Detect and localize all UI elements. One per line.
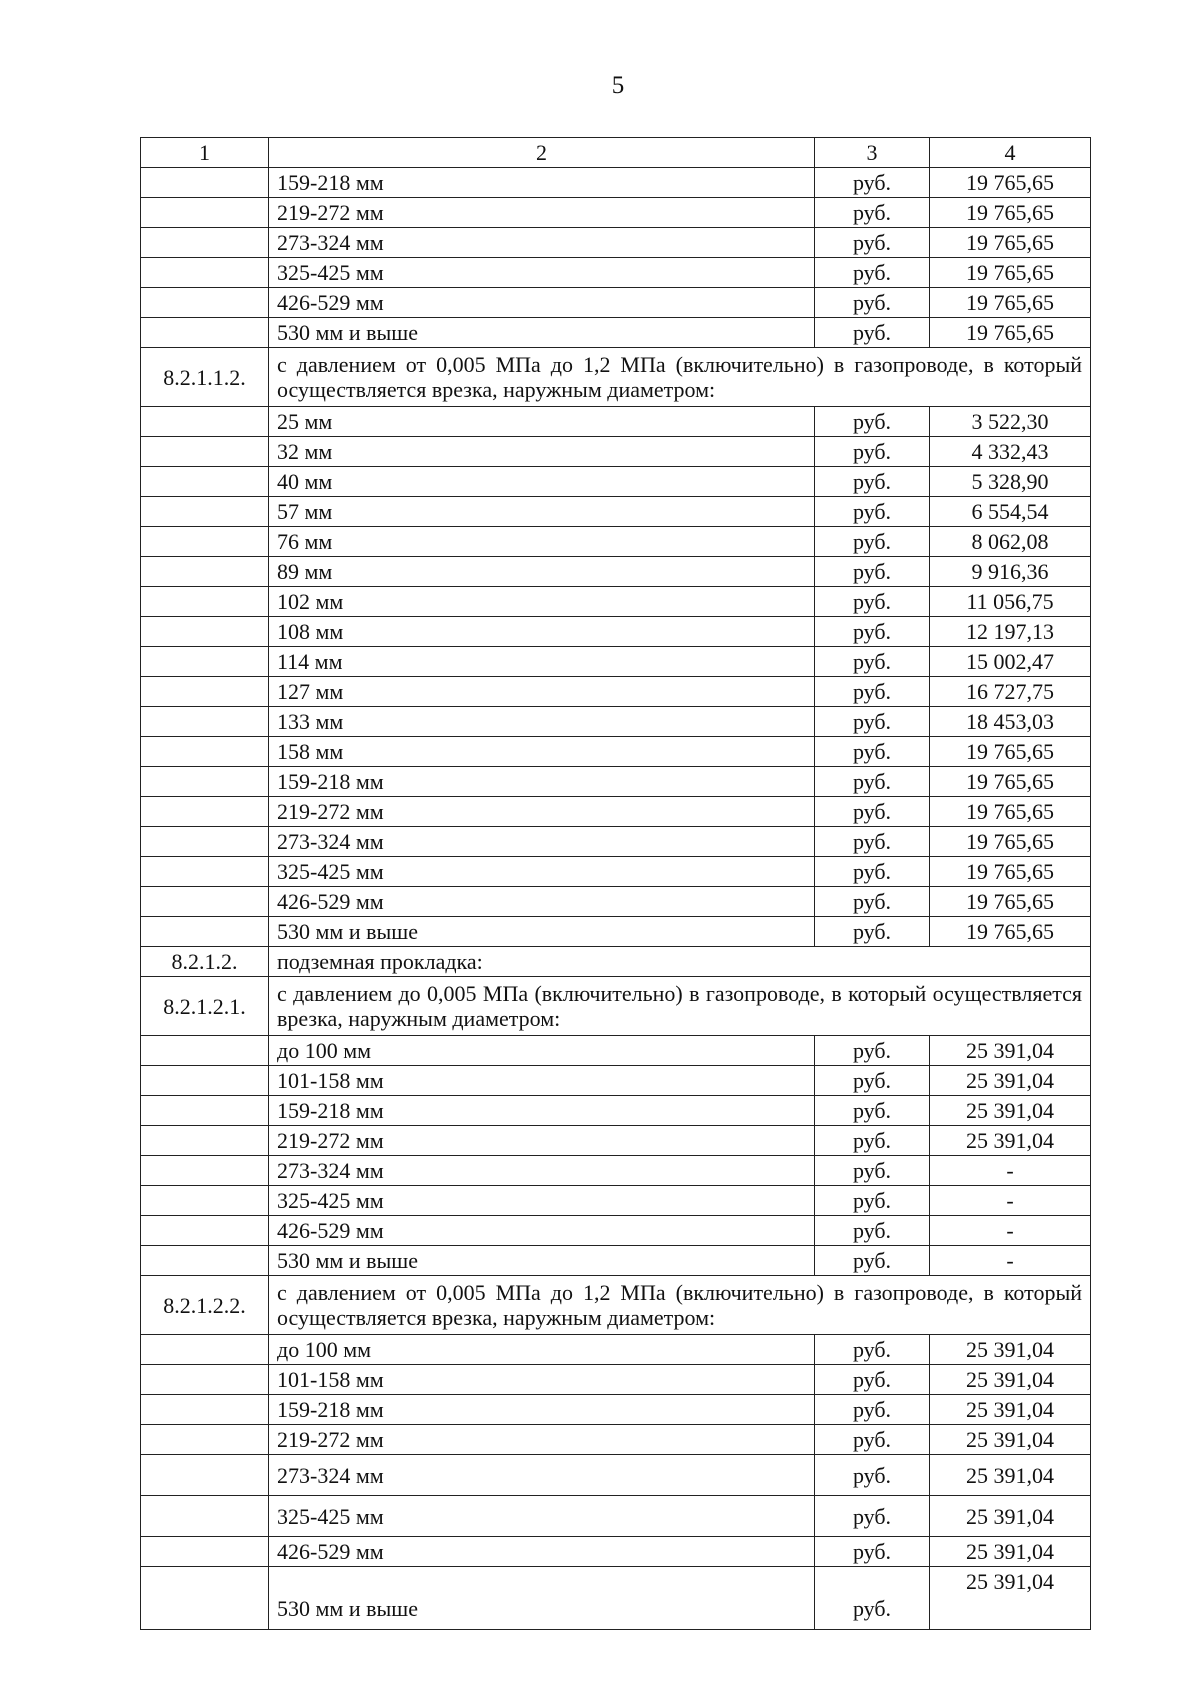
unit-cell: руб.: [815, 647, 930, 677]
unit-cell: руб.: [815, 1246, 930, 1276]
table-row: [141, 1216, 1091, 1246]
header-cell-3: 3: [815, 138, 930, 168]
price-cell: 19 765,65: [930, 827, 1091, 857]
diameter-cell: 32 мм: [269, 437, 815, 467]
table-row: [141, 1156, 1091, 1186]
price-cell: 25 391,04: [930, 1066, 1091, 1096]
unit-cell: руб.: [815, 1156, 930, 1186]
unit-cell: руб.: [815, 1126, 930, 1156]
unit-cell: руб.: [815, 168, 930, 198]
price-cell: 9 916,36: [930, 557, 1091, 587]
diameter-cell: 159-218 мм: [269, 1096, 815, 1126]
price-cell: -: [930, 1156, 1091, 1186]
table-row: [141, 767, 1091, 797]
section-row: [141, 977, 1091, 1036]
unit-cell: руб.: [815, 1395, 930, 1425]
diameter-cell: 101-158 мм: [269, 1066, 815, 1096]
table-row: [141, 527, 1091, 557]
diameter-cell: 159-218 мм: [269, 168, 815, 198]
row-number: [141, 258, 269, 288]
section-description: с давлением до 0,005 МПа (включительно) в газопроводе, в который осуществляется врезка, наружным диаметром:: [269, 977, 1091, 1036]
section-number: 8.2.1.2.1.: [141, 977, 269, 1036]
diameter-cell: 273-324 мм: [269, 1455, 815, 1496]
price-cell: 25 391,04: [930, 1567, 1091, 1630]
row-number: [141, 1126, 269, 1156]
price-cell: 8 062,08: [930, 527, 1091, 557]
row-number: [141, 1066, 269, 1096]
row-number: [141, 857, 269, 887]
row-number: [141, 198, 269, 228]
header-cell-2: 2: [269, 138, 815, 168]
subsection-row: [141, 947, 1091, 977]
price-cell: 25 391,04: [930, 1496, 1091, 1537]
diameter-cell: 40 мм: [269, 467, 815, 497]
table-row: [141, 737, 1091, 767]
price-cell: -: [930, 1186, 1091, 1216]
unit-cell: руб.: [815, 557, 930, 587]
table-row: [141, 1365, 1091, 1395]
row-number: [141, 827, 269, 857]
unit-cell: руб.: [815, 1567, 930, 1630]
row-number: [141, 1455, 269, 1496]
diameter-cell: 101-158 мм: [269, 1365, 815, 1395]
unit-cell: руб.: [815, 797, 930, 827]
unit-cell: руб.: [815, 1455, 930, 1496]
row-number: [141, 407, 269, 437]
diameter-cell: 219-272 мм: [269, 198, 815, 228]
unit-cell: руб.: [815, 228, 930, 258]
price-cell: 25 391,04: [930, 1036, 1091, 1066]
tariff-table: [140, 137, 1091, 1630]
diameter-cell: 426-529 мм: [269, 288, 815, 318]
table-row: [141, 437, 1091, 467]
unit-cell: руб.: [815, 198, 930, 228]
diameter-cell: 325-425 мм: [269, 1496, 815, 1537]
row-number: [141, 1186, 269, 1216]
price-cell: 19 765,65: [930, 198, 1091, 228]
table-row: [141, 557, 1091, 587]
table-row: [141, 617, 1091, 647]
row-number: [141, 1096, 269, 1126]
row-number: [141, 737, 269, 767]
row-number: [141, 677, 269, 707]
price-cell: 25 391,04: [930, 1395, 1091, 1425]
price-cell: -: [930, 1216, 1091, 1246]
table-row: [141, 1096, 1091, 1126]
diameter-cell: до 100 мм: [269, 1036, 815, 1066]
section-number: 8.2.1.2.2.: [141, 1276, 269, 1335]
row-number: [141, 587, 269, 617]
section-number: 8.2.1.1.2.: [141, 348, 269, 407]
table-row: [141, 587, 1091, 617]
table-row: [141, 647, 1091, 677]
price-cell: 25 391,04: [930, 1537, 1091, 1567]
price-cell: 19 765,65: [930, 917, 1091, 947]
price-cell: 19 765,65: [930, 228, 1091, 258]
price-cell: 19 765,65: [930, 797, 1091, 827]
diameter-cell: 102 мм: [269, 587, 815, 617]
diameter-cell: 273-324 мм: [269, 827, 815, 857]
row-number: [141, 1365, 269, 1395]
price-cell: 19 765,65: [930, 737, 1091, 767]
row-number: [141, 1216, 269, 1246]
row-number: [141, 318, 269, 348]
table-row: [141, 228, 1091, 258]
table-row: [141, 168, 1091, 198]
table-row: [141, 288, 1091, 318]
unit-cell: руб.: [815, 827, 930, 857]
table-row: [141, 887, 1091, 917]
row-number: [141, 1425, 269, 1455]
unit-cell: руб.: [815, 917, 930, 947]
price-cell: 16 727,75: [930, 677, 1091, 707]
table-row: [141, 1537, 1091, 1567]
diameter-cell: 159-218 мм: [269, 767, 815, 797]
row-number: [141, 1537, 269, 1567]
section-row: [141, 348, 1091, 407]
table-row: [141, 827, 1091, 857]
section-number: 8.2.1.2.: [141, 947, 269, 977]
unit-cell: руб.: [815, 587, 930, 617]
unit-cell: руб.: [815, 767, 930, 797]
price-cell: 25 391,04: [930, 1126, 1091, 1156]
diameter-cell: 530 мм и выше: [269, 917, 815, 947]
price-cell: -: [930, 1246, 1091, 1276]
row-number: [141, 707, 269, 737]
row-number: [141, 467, 269, 497]
diameter-cell: 57 мм: [269, 497, 815, 527]
table-row: [141, 917, 1091, 947]
diameter-cell: 25 мм: [269, 407, 815, 437]
row-number: [141, 1395, 269, 1425]
price-cell: 19 765,65: [930, 168, 1091, 198]
price-cell: 12 197,13: [930, 617, 1091, 647]
unit-cell: руб.: [815, 677, 930, 707]
unit-cell: руб.: [815, 617, 930, 647]
diameter-cell: 219-272 мм: [269, 797, 815, 827]
diameter-cell: 89 мм: [269, 557, 815, 587]
price-cell: 5 328,90: [930, 467, 1091, 497]
row-number: [141, 557, 269, 587]
price-cell: 19 765,65: [930, 857, 1091, 887]
unit-cell: руб.: [815, 527, 930, 557]
unit-cell: руб.: [815, 1537, 930, 1567]
diameter-cell: 76 мм: [269, 527, 815, 557]
table-row: [141, 1335, 1091, 1365]
unit-cell: руб.: [815, 1216, 930, 1246]
row-number: [141, 767, 269, 797]
table-row: [141, 1496, 1091, 1537]
unit-cell: руб.: [815, 887, 930, 917]
table-row: [141, 1425, 1091, 1455]
unit-cell: руб.: [815, 707, 930, 737]
table-row: [141, 318, 1091, 348]
page-number: 5: [611, 72, 625, 99]
table-row: [141, 797, 1091, 827]
diameter-cell: 426-529 мм: [269, 1537, 815, 1567]
row-number: [141, 797, 269, 827]
diameter-cell: 530 мм и выше: [269, 1246, 815, 1276]
row-number: [141, 168, 269, 198]
row-number: [141, 527, 269, 557]
unit-cell: руб.: [815, 737, 930, 767]
price-cell: 25 391,04: [930, 1425, 1091, 1455]
unit-cell: руб.: [815, 1496, 930, 1537]
unit-cell: руб.: [815, 857, 930, 887]
diameter-cell: 426-529 мм: [269, 1216, 815, 1246]
row-number: [141, 1156, 269, 1186]
row-number: [141, 1335, 269, 1365]
price-cell: 11 056,75: [930, 587, 1091, 617]
unit-cell: руб.: [815, 1036, 930, 1066]
diameter-cell: 158 мм: [269, 737, 815, 767]
unit-cell: руб.: [815, 1096, 930, 1126]
table-row: [141, 1246, 1091, 1276]
price-cell: 18 453,03: [930, 707, 1091, 737]
price-cell: 25 391,04: [930, 1455, 1091, 1496]
unit-cell: руб.: [815, 1365, 930, 1395]
price-cell: 4 332,43: [930, 437, 1091, 467]
unit-cell: руб.: [815, 258, 930, 288]
price-cell: 19 765,65: [930, 767, 1091, 797]
diameter-cell: 133 мм: [269, 707, 815, 737]
header-cell-1: 1: [141, 138, 269, 168]
unit-cell: руб.: [815, 318, 930, 348]
diameter-cell: 219-272 мм: [269, 1425, 815, 1455]
table-row: [141, 467, 1091, 497]
diameter-cell: 325-425 мм: [269, 857, 815, 887]
table-row: [141, 258, 1091, 288]
row-number: [141, 1246, 269, 1276]
price-cell: 15 002,47: [930, 647, 1091, 677]
table-header-row: [141, 138, 1091, 168]
table-row: [141, 1567, 1091, 1630]
section-description: с давлением от 0,005 МПа до 1,2 МПа (включительно) в газопроводе, в который осуществляется врезка, наружным диаметром:: [269, 1276, 1091, 1335]
row-number: [141, 917, 269, 947]
row-number: [141, 887, 269, 917]
price-cell: 19 765,65: [930, 887, 1091, 917]
diameter-cell: 273-324 мм: [269, 1156, 815, 1186]
table-row: [141, 497, 1091, 527]
row-number: [141, 288, 269, 318]
unit-cell: руб.: [815, 288, 930, 318]
diameter-cell: 108 мм: [269, 617, 815, 647]
unit-cell: руб.: [815, 497, 930, 527]
row-number: [141, 1496, 269, 1537]
table-row: [141, 1186, 1091, 1216]
unit-cell: руб.: [815, 1425, 930, 1455]
row-number: [141, 1036, 269, 1066]
diameter-cell: 159-218 мм: [269, 1395, 815, 1425]
table-row: [141, 1126, 1091, 1156]
row-number: [141, 437, 269, 467]
unit-cell: руб.: [815, 407, 930, 437]
table-row: [141, 707, 1091, 737]
price-cell: 3 522,30: [930, 407, 1091, 437]
unit-cell: руб.: [815, 1335, 930, 1365]
row-number: [141, 617, 269, 647]
price-cell: 19 765,65: [930, 318, 1091, 348]
price-cell: 19 765,65: [930, 258, 1091, 288]
unit-cell: руб.: [815, 1186, 930, 1216]
diameter-cell: 127 мм: [269, 677, 815, 707]
diameter-cell: до 100 мм: [269, 1335, 815, 1365]
table-row: [141, 857, 1091, 887]
price-cell: 25 391,04: [930, 1365, 1091, 1395]
section-description: подземная прокладка:: [269, 947, 1091, 977]
table-row: [141, 1036, 1091, 1066]
table-row: [141, 1066, 1091, 1096]
diameter-cell: 325-425 мм: [269, 258, 815, 288]
diameter-cell: 273-324 мм: [269, 228, 815, 258]
price-cell: 19 765,65: [930, 288, 1091, 318]
diameter-cell: 325-425 мм: [269, 1186, 815, 1216]
section-description: с давлением от 0,005 МПа до 1,2 МПа (включительно) в газопроводе, в который осуществляется врезка, наружным диаметром:: [269, 348, 1091, 407]
table-row: [141, 1395, 1091, 1425]
diameter-cell: 114 мм: [269, 647, 815, 677]
section-row: [141, 1276, 1091, 1335]
row-number: [141, 647, 269, 677]
row-number: [141, 497, 269, 527]
unit-cell: руб.: [815, 437, 930, 467]
diameter-cell: 426-529 мм: [269, 887, 815, 917]
header-cell-4: 4: [930, 138, 1091, 168]
diameter-cell: 219-272 мм: [269, 1126, 815, 1156]
price-cell: 25 391,04: [930, 1335, 1091, 1365]
unit-cell: руб.: [815, 1066, 930, 1096]
row-number: [141, 1567, 269, 1630]
unit-cell: руб.: [815, 467, 930, 497]
table-row: [141, 677, 1091, 707]
table-row: [141, 198, 1091, 228]
row-number: [141, 228, 269, 258]
price-cell: 25 391,04: [930, 1096, 1091, 1126]
price-cell: 6 554,54: [930, 497, 1091, 527]
table-row: [141, 1455, 1091, 1496]
diameter-cell: 530 мм и выше: [269, 318, 815, 348]
table-row: [141, 407, 1091, 437]
diameter-cell: 530 мм и выше: [269, 1567, 815, 1630]
